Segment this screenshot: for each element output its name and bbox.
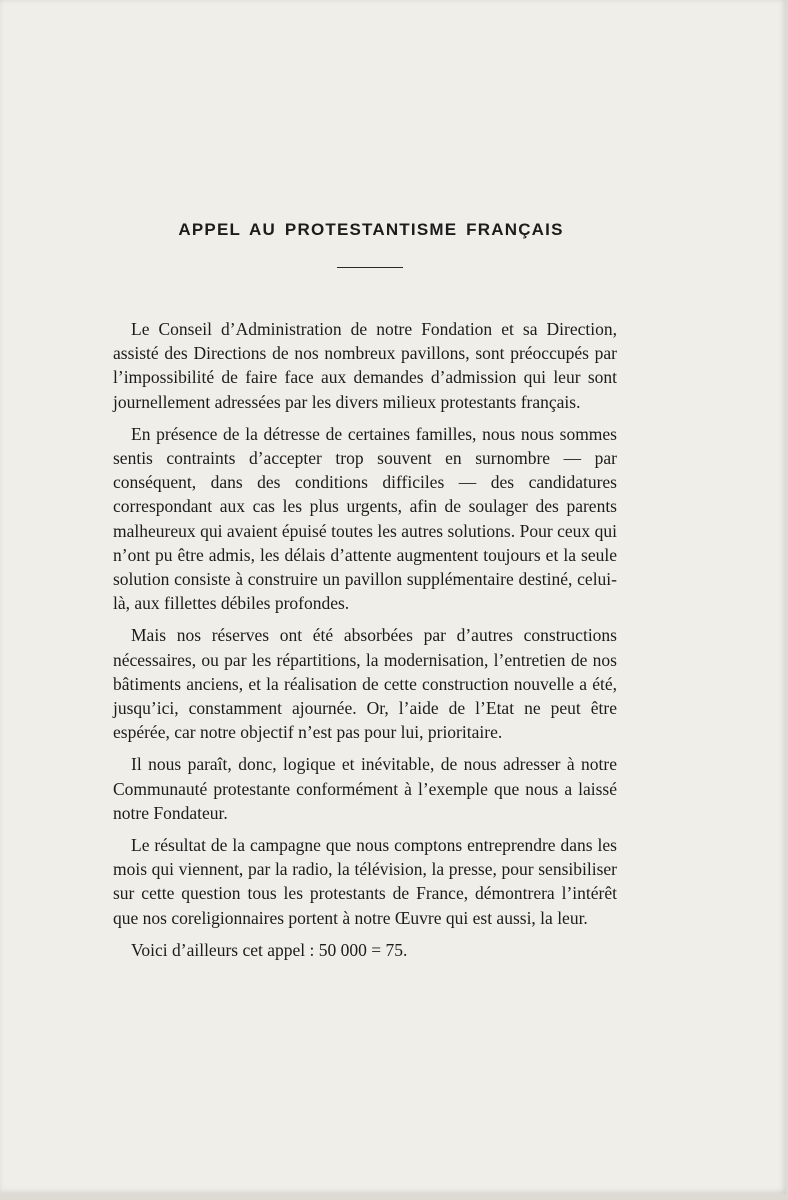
paragraph: Il nous paraît, donc, logique et inévitable, de nous adresser à notre Communauté protestante conformément à l’exemple que nous a laissé notre Fondateur. (113, 754, 617, 823)
paragraph: Le résultat de la campagne que nous comptons entreprendre dans les mois qui viennent, par la radio, la télévision, la presse, pour sensibiliser sur cette question tous les protestants de France, démontrera l’intérêt que nos coreligionnaires portent à notre Œuvre qui est aussi, la leur. (113, 835, 617, 928)
paragraph: Le Conseil d’Administration de notre Fondation et sa Direction, assisté des Directions de nos nombreux pavillons, sont préoccupés par l’impossibilité de faire face aux demandes d’admission qui leur sont journellement adressées par les divers milieux protestants français. (113, 319, 617, 412)
title-divider (337, 267, 403, 268)
document-content (113, 218, 617, 970)
paragraph: En présence de la détresse de certaines familles, nous nous sommes sentis contraints d’accepter trop souvent en surnombre — par conséquent, dans des conditions difficiles — des candidatures correspondant aux cas les plus urgents, afin de soulager des parents malheureux qui avaient épuisé toutes les autres solutions. Pour ceux qui n’ont pu être admis, les délais d’attente augmentent toujours et la seule solution consiste à construire un pavillon supplémentaire destiné, celui-là, aux fillettes débiles profondes. (113, 423, 617, 614)
paragraph: Mais nos réserves ont été absorbées par d’autres constructions nécessaires, ou par les répartitions, la modernisation, l’entretien de nos bâtiments anciens, et la réalisation de cette construction nouvelle a été, jusqu’ici, constamment ajournée. Or, l’aide de l’Etat ne peut être espérée, car notre objectif n’est pas pour lui, prioritaire. (113, 625, 617, 743)
document-body (113, 317, 617, 962)
document-title: APPEL AU PROTESTANTISME FRANÇAIS (178, 220, 564, 239)
paragraph: Voici d’ailleurs cet appel : 50 000 = 75. (131, 939, 408, 960)
